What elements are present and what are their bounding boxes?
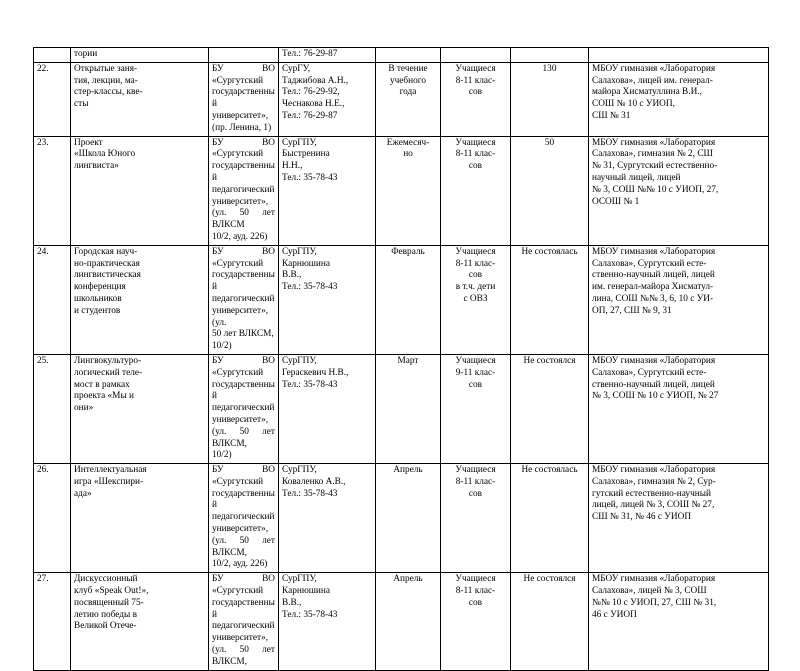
text-line: (ул. 50 лет ВЛКСМ, xyxy=(212,645,275,667)
cell-count xyxy=(511,48,589,63)
text-line: конференция xyxy=(74,282,126,293)
text-line: Учащиеся xyxy=(455,246,496,257)
text-line: педагогический xyxy=(212,403,275,414)
text-line: Лингвокультуро- xyxy=(74,355,142,366)
lines-name xyxy=(74,356,205,415)
text-line: Не состоялась xyxy=(521,246,578,257)
lines-responsible xyxy=(282,465,372,500)
text-line: 8-11 клас- xyxy=(455,149,496,160)
text-line: Проект xyxy=(74,137,103,148)
text-line: ада» xyxy=(74,488,92,499)
text-line: 22. xyxy=(37,63,49,74)
text-line: 23. xyxy=(37,137,49,148)
text-line: сов xyxy=(468,87,483,98)
lines-schools xyxy=(592,64,765,123)
text-line: государственный xyxy=(212,270,275,293)
text-line: лингвистическая xyxy=(74,270,141,281)
text-line: педагогический xyxy=(212,184,275,195)
lines-participants xyxy=(444,574,507,609)
events-plan-table xyxy=(33,47,769,671)
text-line: учебного xyxy=(389,75,427,86)
text-line: Тел.: 35-78-43 xyxy=(282,379,338,390)
text-line: МБОУ гимназия «Лаборатория xyxy=(592,574,716,585)
cell-schools xyxy=(589,62,769,136)
cell-date xyxy=(376,62,441,136)
text-line: СШ № 31 xyxy=(592,110,631,121)
lines-count xyxy=(514,138,585,150)
cell-responsible xyxy=(279,573,376,670)
text-line: МБОУ гимназия «Лаборатория xyxy=(592,63,716,74)
text-line: Салахова», гимназия № 2, СШ xyxy=(592,149,713,160)
text-line: 8-11 клас- xyxy=(455,476,496,487)
lines-org xyxy=(212,356,275,462)
text-line: педагогический xyxy=(212,621,275,632)
cell-organization xyxy=(209,62,279,136)
table-row xyxy=(34,136,769,245)
lines-count xyxy=(514,356,585,368)
cell-number xyxy=(34,136,71,245)
text-line: Апрель xyxy=(393,465,423,476)
cell-participants xyxy=(441,354,511,463)
lines-org xyxy=(212,574,275,668)
text-line: МБОУ гимназия «Лаборатория xyxy=(592,246,716,257)
text-line: государственный xyxy=(212,597,275,620)
cell-event-name xyxy=(71,573,209,670)
text-line: Не состоялась xyxy=(521,465,578,476)
text-line: 46 с УИОП xyxy=(592,609,637,620)
text-line: они» xyxy=(74,403,94,414)
lines-count xyxy=(514,465,585,477)
cell-date xyxy=(376,136,441,245)
lines-count xyxy=(514,247,585,259)
text-line: университет», xyxy=(212,633,269,644)
lines-name xyxy=(74,574,205,633)
lines-number xyxy=(37,138,67,150)
text-line: Тел.: 35-78-43 xyxy=(282,488,338,499)
lines-responsible xyxy=(282,356,372,391)
text-line: Великой Отече- xyxy=(74,621,137,632)
text-line: 26. xyxy=(37,465,49,476)
text-line: Открытые заня- xyxy=(74,63,138,74)
text-line: Городская науч- xyxy=(74,246,138,257)
text-line: СурГПУ, xyxy=(282,246,317,257)
table-row xyxy=(34,464,769,573)
text-line: В.В., xyxy=(282,597,302,608)
cell-number xyxy=(34,245,71,354)
table-row xyxy=(34,354,769,463)
cell-count xyxy=(511,464,589,573)
lines-name xyxy=(74,247,205,318)
text-line: и студентов xyxy=(74,305,121,316)
lines-responsible xyxy=(282,49,372,61)
text-line: Учащиеся xyxy=(455,574,496,585)
text-line: педагогический xyxy=(212,512,275,523)
text-line: № 3, СОШ № 10 с УИОП, № 27 xyxy=(592,391,719,402)
lines-participants xyxy=(444,138,507,173)
cell-schools xyxy=(589,245,769,354)
text-line: им. генерал-майора Хисматул- xyxy=(592,282,714,293)
cell-responsible xyxy=(279,136,376,245)
text-line: Учащиеся xyxy=(455,63,496,74)
text-line: Чеснакова Н.Е., xyxy=(282,99,345,110)
text-line: 27. xyxy=(37,574,49,585)
cell-date xyxy=(376,48,441,63)
text-line: Тел.: 35-78-43 xyxy=(282,609,338,620)
text-line: Тел.: 76-29-87 xyxy=(282,110,338,121)
text-line: Интеллектуальная xyxy=(74,465,147,476)
cell-organization xyxy=(209,464,279,573)
lines-responsible xyxy=(282,138,372,185)
cell-event-name xyxy=(71,136,209,245)
text-line: Февраль xyxy=(391,246,425,257)
text-line: БУ ВО «Сургутский xyxy=(212,246,275,269)
cell-organization xyxy=(209,573,279,670)
lines-number xyxy=(37,356,67,368)
lines-responsible xyxy=(282,574,372,621)
cell-schools xyxy=(589,573,769,670)
lines-responsible xyxy=(282,247,372,294)
lines-org xyxy=(212,465,275,571)
lines-schools xyxy=(592,247,765,318)
text-line: тории xyxy=(74,49,98,59)
cell-count xyxy=(511,573,589,670)
text-line: Гераскевич Н.В., xyxy=(282,367,349,378)
text-line: СурГПУ, xyxy=(282,574,317,585)
text-line: логический теле- xyxy=(74,367,143,378)
text-line: Дискуссионный xyxy=(74,574,138,585)
cell-date xyxy=(376,354,441,463)
text-line: СурГУ, xyxy=(282,63,311,74)
text-line: СОШ № 10 с УИОП, xyxy=(592,99,675,110)
text-line: 8-11 клас- xyxy=(455,258,496,269)
text-line: государственный xyxy=(212,488,275,511)
lines-name xyxy=(74,64,205,111)
text-line: БУ ВО «Сургутский xyxy=(212,574,275,597)
text-line: 25. xyxy=(37,355,49,366)
text-line: БУ ВО «Сургутский xyxy=(212,355,275,378)
cell-number xyxy=(34,464,71,573)
table-row xyxy=(34,48,769,63)
text-line: Таджибова А.Н., xyxy=(282,75,349,86)
text-line: с ОВЗ xyxy=(463,293,488,304)
lines-org xyxy=(212,138,275,244)
lines-schools xyxy=(592,465,765,524)
cell-participants xyxy=(441,62,511,136)
text-line: посвященный 75- xyxy=(74,597,144,608)
cell-event-name xyxy=(71,464,209,573)
text-line: Март xyxy=(397,355,419,366)
lines-number xyxy=(37,574,67,586)
cell-number xyxy=(34,48,71,63)
cell-date xyxy=(376,573,441,670)
text-line: школьников xyxy=(74,293,122,304)
lines-participants xyxy=(444,64,507,99)
text-line: сты xyxy=(74,99,89,110)
text-line: МБОУ гимназия «Лаборатория xyxy=(592,465,716,476)
lines-date xyxy=(379,247,437,259)
text-line: БУ ВО «Сургутский xyxy=(212,137,275,160)
lines-date xyxy=(379,356,437,368)
text-line: игра «Шекспири- xyxy=(74,476,144,487)
text-line: Быстренина xyxy=(282,149,330,160)
lines-org xyxy=(212,64,275,135)
text-line: 8-11 клас- xyxy=(455,586,496,597)
cell-schools xyxy=(589,464,769,573)
text-line: «Школа Юного xyxy=(74,149,136,160)
text-line: 9-11 клас- xyxy=(455,367,496,378)
text-line: ОП, 27, СШ № 9, 31 xyxy=(592,305,672,316)
lines-count xyxy=(514,574,585,586)
text-line: Карнюшина xyxy=(282,258,331,269)
text-line: в т.ч. дети xyxy=(455,282,496,293)
text-line: Не состоялся xyxy=(523,574,576,585)
text-line: лицей, лицей № 3, СОШ № 27, xyxy=(592,500,715,511)
text-line: Апрель xyxy=(393,574,423,585)
cell-schools xyxy=(589,48,769,63)
text-line: но-практическая xyxy=(74,258,140,269)
text-line: государственный xyxy=(212,87,275,110)
text-line: Н.Н., xyxy=(282,161,303,172)
text-line: (пр. Ленина, 1) xyxy=(212,122,272,133)
text-line: университет», xyxy=(212,524,269,535)
text-line: стер-классы, кве- xyxy=(74,87,143,98)
cell-participants xyxy=(441,245,511,354)
text-line: 10/2, ауд. 226) xyxy=(212,559,268,570)
lines-participants xyxy=(444,356,507,391)
text-line: 8-11 клас- xyxy=(455,75,496,86)
text-line: Не состоялся xyxy=(523,355,576,366)
lines-name xyxy=(74,49,205,61)
cell-organization xyxy=(209,48,279,63)
text-line: университет», (ул. xyxy=(212,305,269,328)
cell-number xyxy=(34,354,71,463)
cell-event-name xyxy=(71,62,209,136)
table-row xyxy=(34,573,769,670)
text-line: ственно-научный лицей, лицей xyxy=(592,270,715,281)
text-line: сов xyxy=(468,379,483,390)
lines-participants xyxy=(444,465,507,500)
text-line: Тел.: 76-29-92, xyxy=(282,87,340,98)
lines-schools xyxy=(592,138,765,209)
text-line: научный лицей, лицей xyxy=(592,172,681,183)
cell-count xyxy=(511,354,589,463)
text-line: года xyxy=(399,87,417,98)
lines-count xyxy=(514,64,585,76)
lines-date xyxy=(379,138,437,162)
text-line: Карнюшина xyxy=(282,586,331,597)
text-line: майора Хисматуллина В.И., xyxy=(592,87,702,98)
text-line: БУ ВО «Сургутский xyxy=(212,465,275,487)
lines-number xyxy=(37,247,67,259)
cell-participants xyxy=(441,464,511,573)
text-line: тия, лекции, ма- xyxy=(74,75,138,86)
text-line: МБОУ гимназия «Лаборатория xyxy=(592,355,716,366)
lines-org xyxy=(212,247,275,353)
text-line: но xyxy=(403,149,413,160)
text-line: университет», xyxy=(212,414,269,425)
text-line: сов xyxy=(468,597,483,608)
text-line: В.В., xyxy=(282,270,302,281)
text-line: СурГПУ, xyxy=(282,465,317,476)
text-line: проекта «Мы и xyxy=(74,391,134,402)
lines-schools xyxy=(592,356,765,403)
lines-number xyxy=(37,64,67,76)
cell-date xyxy=(376,464,441,573)
cell-responsible xyxy=(279,48,376,63)
text-line: (ул. 50 лет ВЛКСМ, xyxy=(212,426,275,449)
text-line: 130 xyxy=(542,63,557,74)
cell-event-name xyxy=(71,245,209,354)
text-line: 50 лет ВЛКСМ, xyxy=(212,329,274,340)
lines-schools xyxy=(592,574,765,621)
text-line: В течение xyxy=(388,63,428,74)
text-line: мост в рамках xyxy=(74,379,130,390)
cell-number xyxy=(34,62,71,136)
cell-event-name xyxy=(71,48,209,63)
text-line: СШ № 31, № 46 с УИОП xyxy=(592,512,692,523)
text-line: Салахова», лицей № 3, СОШ xyxy=(592,586,707,597)
text-line: Коваленко А.В., xyxy=(282,476,346,487)
lines-participants xyxy=(444,247,507,306)
text-line: Салахова», Сургутский есте- xyxy=(592,258,707,269)
lines-date xyxy=(379,465,437,477)
text-line: Салахова», гимназия № 2, Сур- xyxy=(592,476,716,487)
text-line: лингвиста» xyxy=(74,161,119,172)
text-line: летию победы в xyxy=(74,609,137,620)
text-line: Учащиеся xyxy=(455,355,496,366)
text-line: 10/2) xyxy=(212,341,232,352)
cell-date xyxy=(376,245,441,354)
text-line: Тел.: 76-29-87 xyxy=(282,49,338,59)
text-line: университет», xyxy=(212,110,269,121)
lines-name xyxy=(74,465,205,500)
text-line: Тел.: 35-78-43 xyxy=(282,172,338,183)
text-line: Тел.: 35-78-43 xyxy=(282,282,338,293)
cell-organization xyxy=(209,136,279,245)
cell-responsible xyxy=(279,354,376,463)
text-line: сов xyxy=(468,270,483,281)
text-line: Учащиеся xyxy=(455,137,496,148)
text-line: сов xyxy=(468,161,483,172)
lines-date xyxy=(379,64,437,99)
cell-count xyxy=(511,245,589,354)
table-body xyxy=(34,48,769,671)
cell-schools xyxy=(589,354,769,463)
text-line: Ежемесяч- xyxy=(386,137,430,148)
text-line: Салахова», Сургутский есте- xyxy=(592,367,707,378)
text-line: ственно-научный лицей, лицей xyxy=(592,379,715,390)
text-line: 10/2) xyxy=(212,450,232,461)
cell-responsible xyxy=(279,62,376,136)
text-line: сов xyxy=(468,488,483,499)
cell-participants xyxy=(441,48,511,63)
cell-number xyxy=(34,573,71,670)
text-line: 10/2, ауд. 226) xyxy=(212,231,268,242)
cell-event-name xyxy=(71,354,209,463)
cell-participants xyxy=(441,573,511,670)
text-line: университет», xyxy=(212,196,269,207)
cell-count xyxy=(511,136,589,245)
lines-responsible xyxy=(282,64,372,123)
text-line: педагогический xyxy=(212,293,275,304)
cell-participants xyxy=(441,136,511,245)
cell-responsible xyxy=(279,464,376,573)
lines-date xyxy=(379,574,437,586)
text-line: Салахова», лицей им. генерал- xyxy=(592,75,713,86)
cell-count xyxy=(511,62,589,136)
text-line: (ул. 50 лет ВЛКСМ xyxy=(212,208,275,231)
cell-responsible xyxy=(279,245,376,354)
text-line: № 31, Сургутский естественно- xyxy=(592,161,718,172)
text-line: Учащиеся xyxy=(455,465,496,476)
text-line: клуб «Speak Out!», xyxy=(74,586,149,597)
lines-number xyxy=(37,465,67,477)
cell-organization xyxy=(209,354,279,463)
text-line: МБОУ гимназия «Лаборатория xyxy=(592,137,716,148)
text-line: 50 xyxy=(544,137,555,148)
text-line: государственный xyxy=(212,161,275,183)
text-line: лина, СОШ №№ 3, 6, 10 с УИ- xyxy=(592,293,714,304)
text-line: СурГПУ, xyxy=(282,137,317,148)
text-line: БУ ВО «Сургутский xyxy=(212,63,275,86)
text-line: СурГПУ, xyxy=(282,355,317,366)
text-line: гутский естественно-научный xyxy=(592,488,711,499)
text-line: (ул. 50 лет ВЛКСМ, xyxy=(212,535,275,558)
cell-organization xyxy=(209,245,279,354)
table-row xyxy=(34,245,769,354)
text-line: государственный xyxy=(212,379,275,402)
text-line: № 3, СОШ №№ 10 с УИОП, 27, xyxy=(592,184,719,195)
text-line: №№ 10 с УИОП, 27, СШ № 31, xyxy=(592,597,717,608)
cell-schools xyxy=(589,136,769,245)
text-line: ОСОШ № 1 xyxy=(592,196,640,207)
text-line: 24. xyxy=(37,246,49,257)
table-row xyxy=(34,62,769,136)
lines-name xyxy=(74,138,205,173)
